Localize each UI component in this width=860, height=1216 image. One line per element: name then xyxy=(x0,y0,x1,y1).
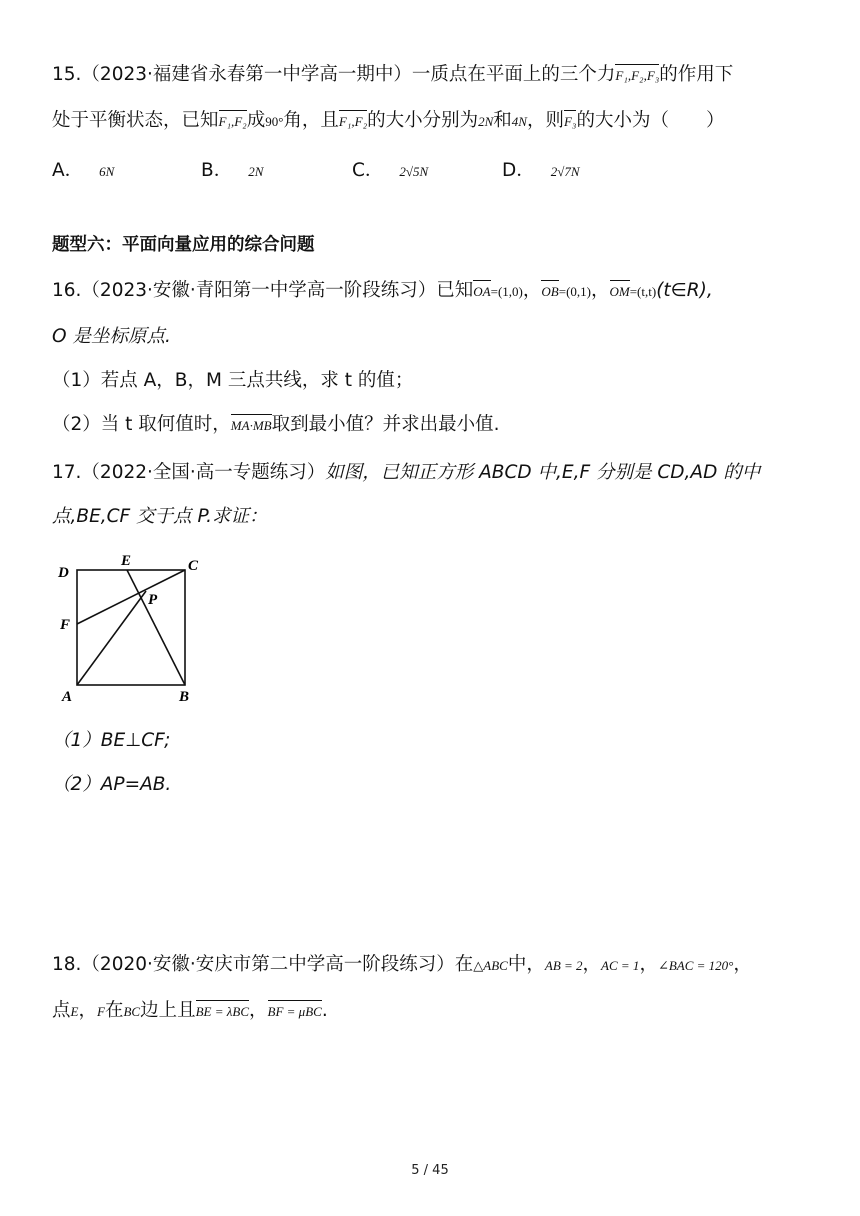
ac-value: AC = 1 xyxy=(601,958,640,973)
square-figure xyxy=(55,552,205,702)
label-c: C xyxy=(188,558,199,574)
q16-line1: 16.（2023·安徽·青阳第一中学高一阶段练习）已知OA=(1,0)，OB=(0,1)，OM=(t,t)(t∈R), xyxy=(52,278,713,305)
segment-ap xyxy=(77,591,146,685)
q18-text: 中， xyxy=(507,954,545,975)
question-source: （2020·安徽·安庆市第二中学高一阶段练习） xyxy=(81,954,455,975)
option-value: 2√5N xyxy=(399,164,429,179)
section-heading: 题型六：平面向量应用的综合问题 xyxy=(52,235,315,255)
square-abcd xyxy=(77,570,185,685)
side-bc: BC xyxy=(123,1004,141,1019)
q15-text: 一质点在平面上的三个力 xyxy=(411,64,616,85)
q16-text: （2）当 t 取何值时， xyxy=(52,414,231,435)
label-f: F xyxy=(60,617,71,633)
segment-eb xyxy=(127,570,185,685)
option-a[interactable] xyxy=(52,156,114,182)
option-value: 2√7N xyxy=(550,164,580,179)
option-d[interactable] xyxy=(502,156,580,182)
dot-product-vector: MA·MB xyxy=(231,413,272,439)
angle-value: 90° xyxy=(265,114,284,129)
question-source: （2022·全国·高一专题练习） xyxy=(81,462,326,483)
q16-text: 已知 xyxy=(436,280,474,301)
question-number: 18. xyxy=(52,954,82,975)
q15-text: 的作用下 xyxy=(659,64,734,85)
magnitude-value: 4N xyxy=(511,114,527,129)
q18-text: 边上且 xyxy=(140,1000,196,1021)
q15-text: 角，且 xyxy=(283,110,339,131)
point-f: F xyxy=(96,1004,105,1019)
om-vector: OM xyxy=(610,279,630,305)
q17-part2 xyxy=(52,772,171,798)
q15-line2 xyxy=(52,108,724,135)
label-p: P xyxy=(148,592,158,608)
q17-line2: 点,BE,CF 交于点 P.求证： xyxy=(52,506,268,527)
question-source: （2023·安徽·青阳第一中学高一阶段练习） xyxy=(81,280,437,301)
option-label: A． xyxy=(52,160,84,181)
q15-text: 和 xyxy=(493,110,512,131)
force3-vector: F₃ xyxy=(564,109,576,135)
option-label: D． xyxy=(502,160,535,181)
q17-part1-text: （1）BE⊥CF; xyxy=(52,730,171,751)
q15-text: 处于平衡状态，已知 xyxy=(52,110,219,131)
q18-text: 在 xyxy=(454,954,474,975)
triangle-label: △ABC xyxy=(473,958,508,973)
q16-text: (t∈R), xyxy=(656,280,713,301)
force-pair-vector: F₁,F₂ xyxy=(339,109,367,135)
question-number: 17. xyxy=(52,462,82,483)
option-value: 6N xyxy=(99,164,115,179)
question-source: （2023·福建省永春第一中学高一期中） xyxy=(81,64,412,85)
q18-text: 在 xyxy=(104,1000,124,1021)
q17-part2-text: （2）AP=AB. xyxy=(52,774,172,795)
q18-line1: 18.（2020·安徽·安庆市第二中学高一阶段练习）在△ABC中，AB = 2，AC = 1，∠BAC = 120°， xyxy=(52,954,752,975)
q17-part1 xyxy=(52,728,170,754)
label-a: A xyxy=(62,689,73,702)
om-value: =(t,t) xyxy=(629,284,657,299)
question-number: 15. xyxy=(52,64,82,85)
q15-text: ，则 xyxy=(526,110,564,131)
angle-value: ∠BAC = 120° xyxy=(657,958,734,973)
q17-line1 xyxy=(52,460,760,486)
option-value: 2N xyxy=(248,164,264,179)
label-d: D xyxy=(58,565,69,581)
q16-line2: O 是坐标原点. xyxy=(52,326,171,347)
option-label: B． xyxy=(201,160,233,181)
q18-text: 点 xyxy=(52,1000,71,1021)
oa-vector: OA xyxy=(473,279,490,305)
q15-text: 的大小为（ ） xyxy=(576,110,725,131)
q15-text: 的大小分别为 xyxy=(367,110,479,131)
magnitude-value: 2N xyxy=(478,114,494,129)
q17-text: 如图，已知正方形 ABCD 中,E,F 分别是 CD,AD 的中 xyxy=(325,462,761,483)
oa-value: =(1,0) xyxy=(490,284,523,299)
forces-vector: F₁,F₂,F₃ xyxy=(615,63,659,89)
ab-value: AB = 2 xyxy=(544,958,583,973)
bf-vector-eq: BF = μBC xyxy=(268,999,322,1025)
force-pair-vector: F₁,F₂ xyxy=(219,109,247,135)
page-number: 5 / 45 xyxy=(411,1163,449,1178)
ob-vector: OB xyxy=(541,279,558,305)
option-b[interactable] xyxy=(201,156,263,182)
q16-part2 xyxy=(52,412,499,439)
q16-text: 取到最小值？并求出最小值. xyxy=(271,414,500,435)
question-number: 16. xyxy=(52,280,82,301)
be-vector-eq: BE = λBC xyxy=(196,999,249,1025)
option-label: C． xyxy=(352,160,384,181)
label-b: B xyxy=(179,689,190,702)
q15-text: 成 xyxy=(246,110,266,131)
ob-value: =(0,1) xyxy=(558,284,591,299)
q15-line1 xyxy=(52,62,733,89)
q18-line2: 点E，F在BC边上且BE = λBC，BF = μBC. xyxy=(52,998,328,1025)
point-e: E xyxy=(70,1004,79,1019)
q16-part1: （1）若点 A，B，M 三点共线，求 t 的值； xyxy=(52,370,414,391)
label-e: E xyxy=(121,553,132,569)
option-c[interactable] xyxy=(352,156,428,182)
